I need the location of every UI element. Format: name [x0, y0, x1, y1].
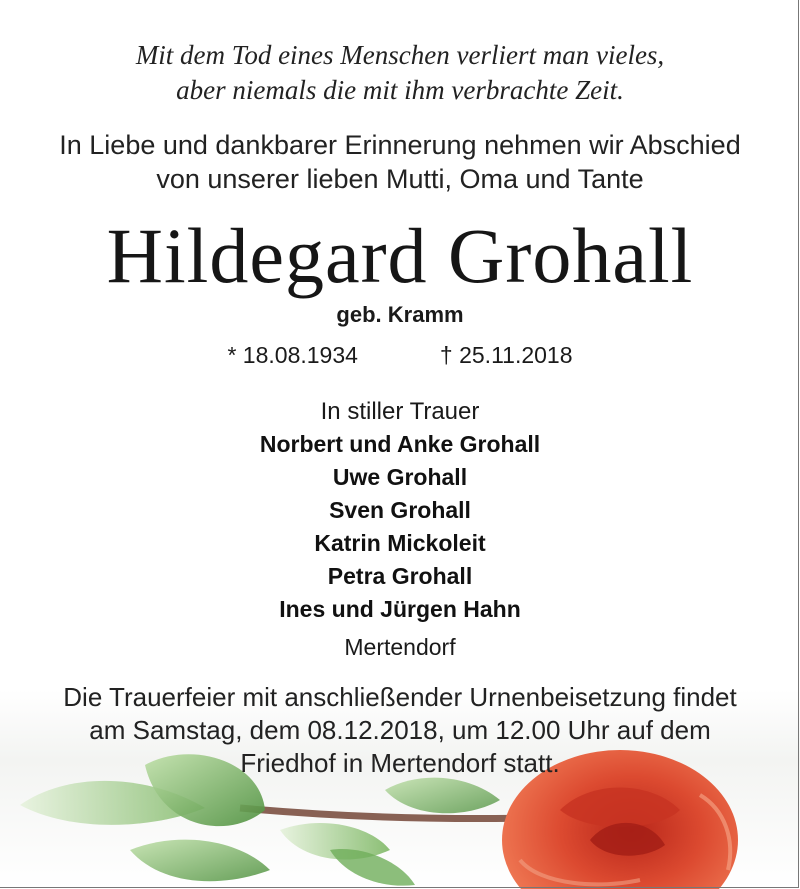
intro-line-1: In Liebe und dankbarer Erinnerung nehmen wir Abschied — [59, 130, 741, 160]
life-dates — [0, 340, 800, 370]
maiden-name: geb. Kramm — [336, 302, 464, 327]
service-line-1: Die Trauerfeier mit anschließender Urnenbeisetzung findet — [63, 682, 737, 712]
memorial-quote — [0, 38, 800, 108]
mourner-6: Ines und Jürgen Hahn — [279, 596, 521, 622]
mourner-4: Katrin Mickoleit — [314, 530, 486, 556]
service-line-2: am Samstag, dem 08.12.2018, um 12.00 Uhr auf dem — [89, 715, 711, 745]
mourner-5: Petra Grohall — [327, 563, 473, 589]
deceased-name: Hildegard Grohall — [106, 212, 694, 299]
mourners-list — [0, 428, 800, 626]
mourning-heading: In stiller Trauer — [320, 398, 480, 425]
birth-date: * 18.08.1934 — [227, 342, 358, 368]
rose-stem — [240, 808, 540, 819]
quote-line-2: aber niemals die mit ihm verbrachte Zeit. — [176, 75, 624, 105]
service-line-3: Friedhof in Mertendorf statt. — [240, 748, 560, 778]
leaf-bottom — [130, 840, 270, 882]
quote-line-1: Mit dem Tod eines Menschen verliert man vieles, — [135, 40, 665, 70]
leaf-right — [385, 778, 500, 814]
intro-text — [0, 128, 800, 196]
leaf-small — [330, 849, 415, 886]
intro-line-2: von unserer lieben Mutti, Oma und Tante — [156, 164, 644, 194]
mourner-2: Uwe Grohall — [332, 464, 468, 490]
mourner-1: Norbert und Anke Grohall — [259, 431, 541, 457]
mourner-3: Sven Grohall — [329, 497, 471, 523]
death-date: † 25.11.2018 — [439, 342, 573, 368]
funeral-service-info — [0, 681, 800, 780]
mourner-location: Mertendorf — [344, 634, 456, 660]
